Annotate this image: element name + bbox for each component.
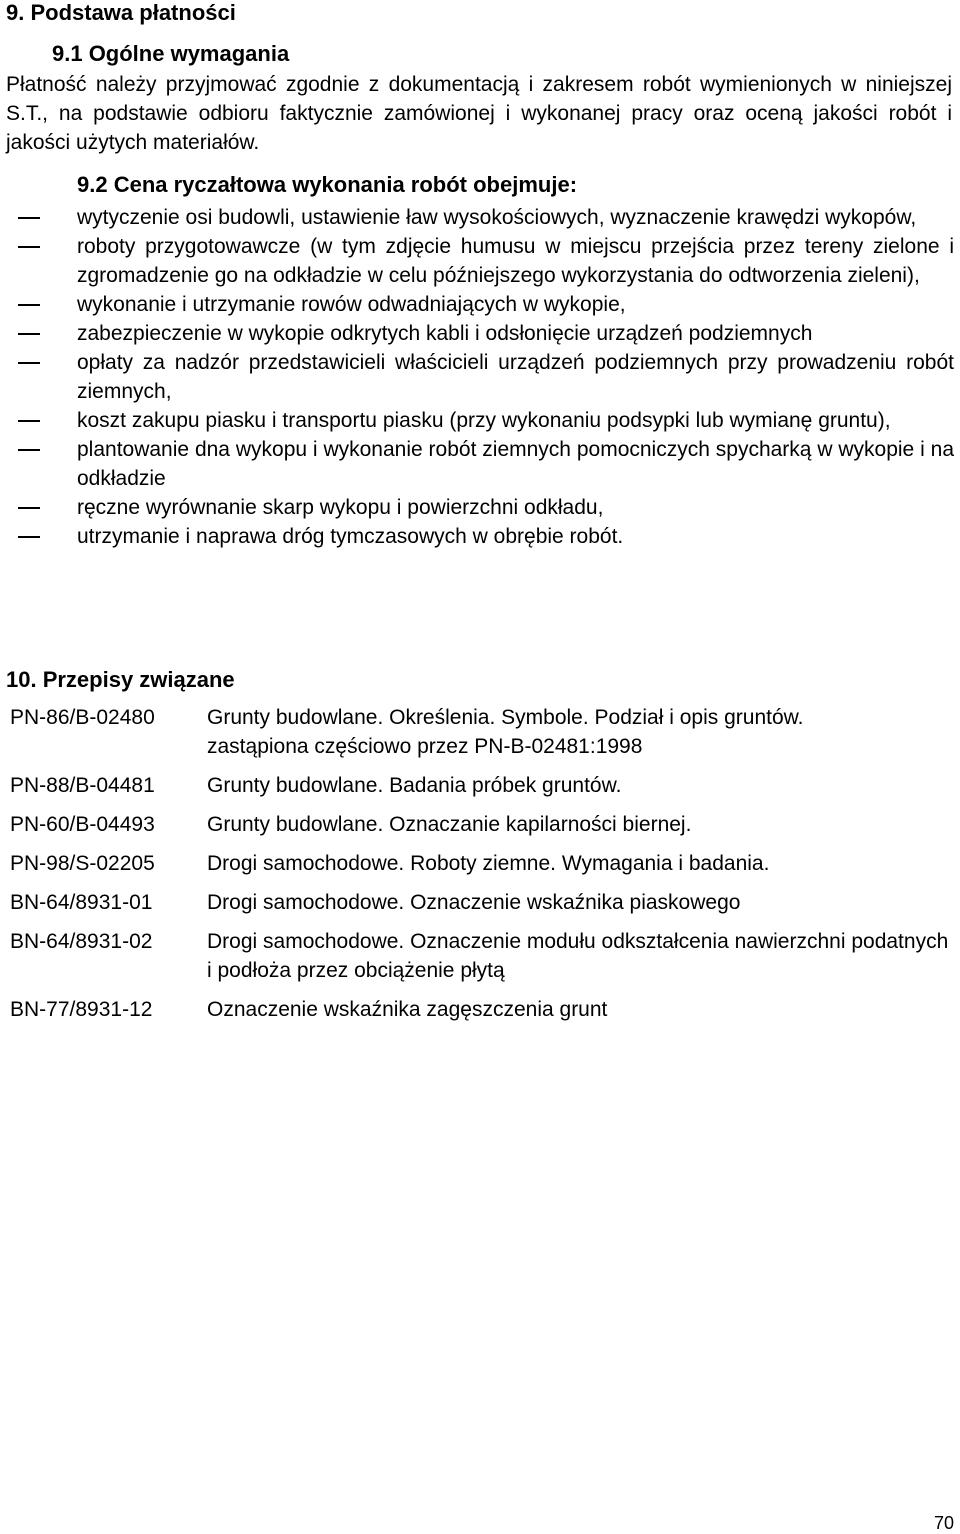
reference-row (10, 849, 950, 878)
section-9-1-heading: 9.1 Ogólne wymagania (52, 41, 290, 66)
reference-row (10, 810, 950, 839)
standard-code: PN-86/B-02480 (10, 706, 155, 729)
list-item: ręczne wyrównanie skarp wykopu i powierzchni odkładu, (0, 493, 954, 522)
list-item: roboty przygotowawcze (w tym zdjęcie humusu w miejscu przejścia przez tereny zielone i zgromadzenie go na odkładzie w celu późniejszego wykorzystania do odtworzenia zieleni), (0, 232, 954, 290)
cost-items-list (0, 203, 960, 551)
list-item: koszt zakupu piasku i transportu piasku (przy wykonaniu podsypki lub wymianę gruntu), (0, 406, 954, 435)
list-item: wytyczenie osi budowli, ustawienie ław wysokościowych, wyznaczenie krawędzi wykopów, (0, 203, 954, 232)
standard-description: Grunty budowlane. Oznaczanie kapilarności biernej. (207, 813, 692, 836)
dash-bullet-icon (18, 449, 40, 451)
dash-bullet-icon (18, 333, 40, 335)
section-9-heading: 9. Podstawa płatności (6, 0, 236, 25)
list-item: plantowanie dna wykopu i wykonanie robót ziemnych pomocniczych spycharką w wykopie i na odkładzie (0, 435, 954, 493)
dash-bullet-icon (18, 217, 40, 219)
section-9-2-heading: 9.2 Cena ryczałtowa wykonania robót obejmuje: (77, 172, 578, 197)
standard-description: Drogi samochodowe. Oznaczenie wskaźnika piaskowego (207, 891, 741, 914)
dash-bullet-icon (18, 536, 40, 538)
standard-description: Drogi samochodowe. Oznaczenie modułu odkształcenia nawierzchni podatnych i podłoża przez obciążenie płytą (207, 930, 949, 982)
standard-code: BN-77/8931-12 (10, 998, 153, 1021)
section-9-1-paragraph: Płatność należy przyjmować zgodnie z dokumentacją i zakresem robót wymienionych w niniejszej S.T., na podstawie odbioru faktycznie zamówionej i wykonanej pracy oraz oceną jakości robót i jakości użytych materiałów. (6, 73, 952, 154)
standards-reference-list (10, 703, 950, 1034)
standard-description: Grunty budowlane. Określenia. Symbole. Podział i opis gruntów. zastąpiona częściowo przez PN-B-02481:1998 (207, 703, 950, 761)
dash-bullet-icon (18, 420, 40, 422)
dash-bullet-icon (18, 246, 40, 248)
standard-code: PN-60/B-04493 (10, 813, 155, 836)
standard-description: Grunty budowlane. Badania próbek gruntów. (207, 774, 622, 797)
list-item: wykonanie i utrzymanie rowów odwadniających w wykopie, (0, 290, 954, 319)
reference-row (10, 703, 950, 761)
reference-row (10, 927, 950, 985)
list-item: utrzymanie i naprawa dróg tymczasowych w obrębie robót. (0, 522, 954, 551)
reference-row (10, 995, 950, 1024)
dash-bullet-icon (18, 507, 40, 509)
standard-description: Oznaczenie wskaźnika zagęszczenia grunt (207, 998, 608, 1021)
standard-code: PN-98/S-02205 (10, 852, 155, 875)
reference-row (10, 771, 950, 800)
standard-note: zastąpiona częściowo przez PN-B-02481:1998 (207, 735, 643, 758)
standard-description: Drogi samochodowe. Roboty ziemne. Wymagania i badania. (207, 852, 770, 875)
list-item: opłaty za nadzór przedstawicieli właścicieli urządzeń podziemnych przy prowadzeniu robót ziemnych, (0, 348, 954, 406)
page-number: 70 (933, 1513, 954, 1533)
dash-bullet-icon (18, 362, 40, 364)
section-10-heading: 10. Przepisy związane (6, 667, 235, 692)
list-item: zabezpieczenie w wykopie odkrytych kabli i odsłonięcie urządzeń podziemnych (0, 319, 954, 348)
standard-code: BN-64/8931-01 (10, 891, 153, 914)
standard-code: BN-64/8931-02 (10, 930, 153, 953)
dash-bullet-icon (18, 304, 40, 306)
reference-row (10, 888, 950, 917)
standard-code: PN-88/B-04481 (10, 774, 155, 797)
